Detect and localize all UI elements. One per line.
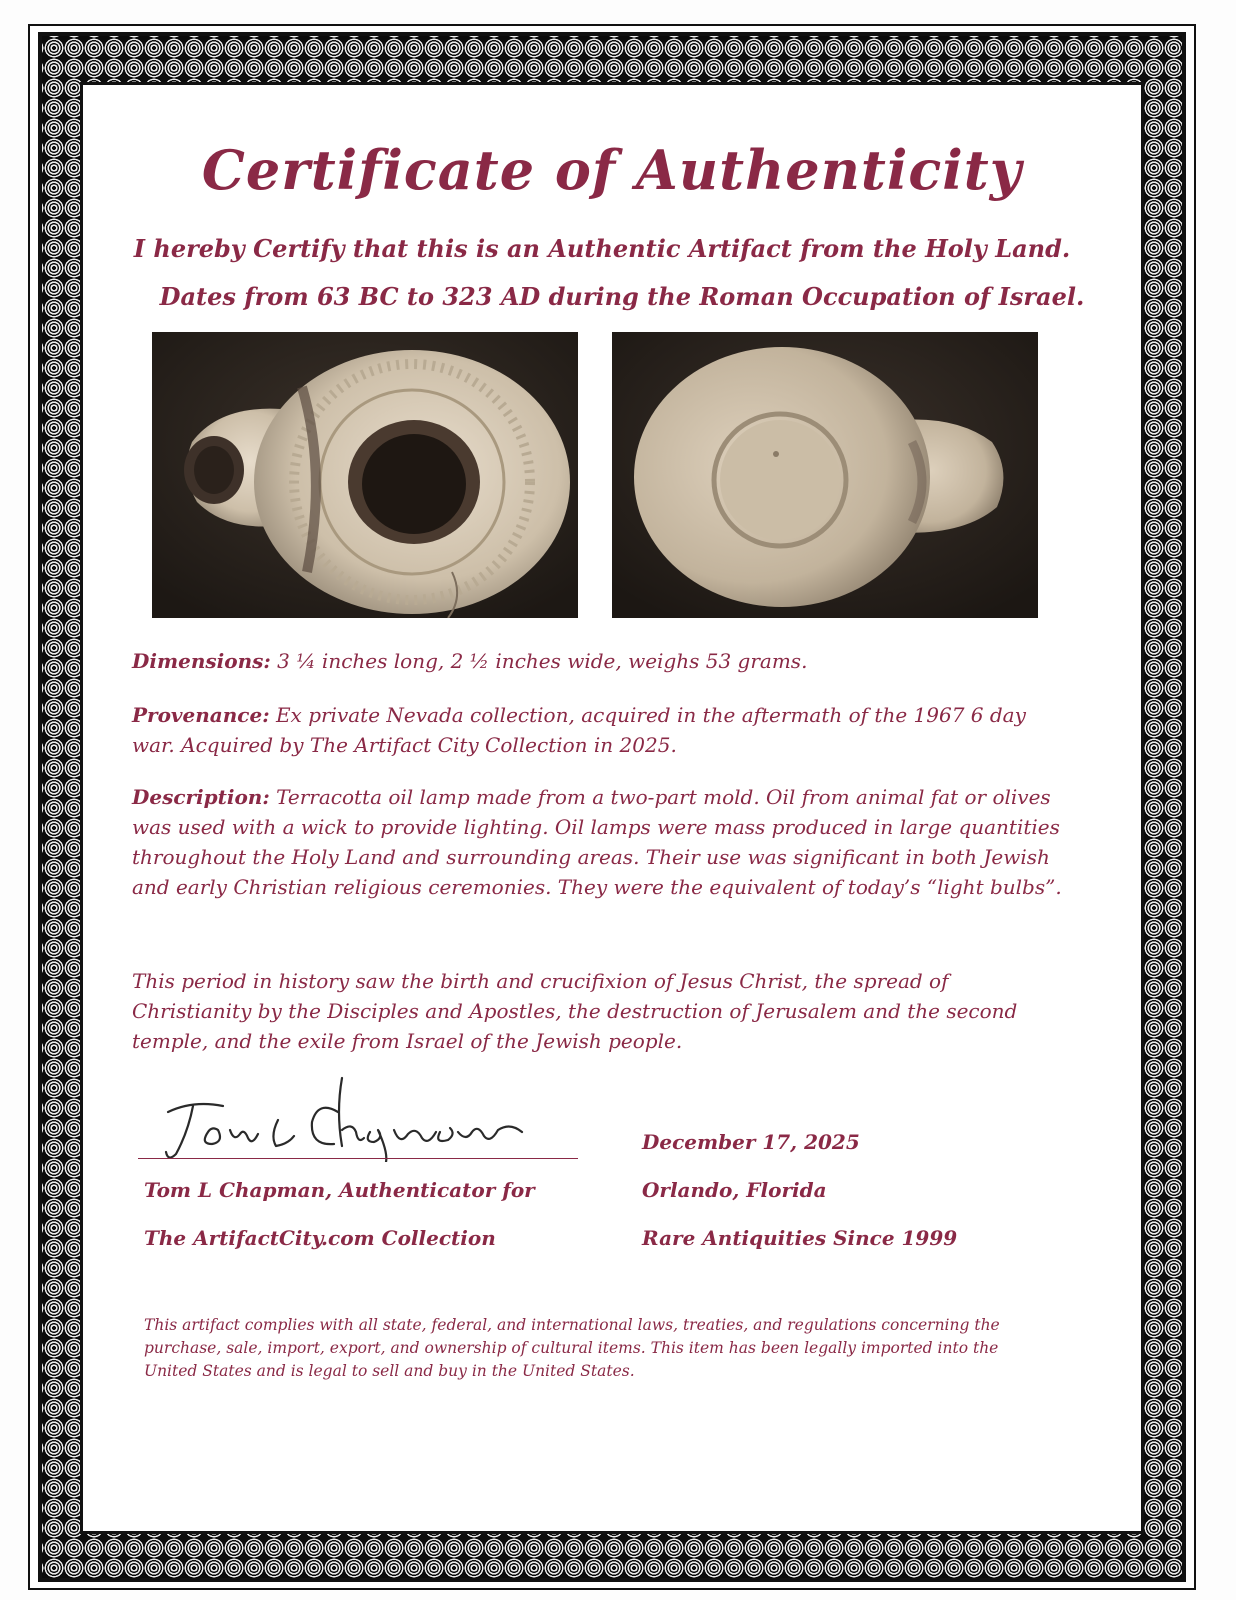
collection-name: The ArtifactCity.com Collection	[144, 1226, 496, 1250]
company-tagline: Rare Antiquities Since 1999	[642, 1226, 958, 1250]
certificate-date: December 17, 2025	[642, 1130, 860, 1154]
legal-compliance-text: This artifact complies with all state, federal, and international laws, treaties, and regulations concerning the purchase, sale, import, export, and ownership of cultural items. This item has been legally imported into the United States and is legal to sell and buy in the United States.	[144, 1316, 1000, 1380]
provenance-text: Ex private Nevada collection, acquired in the aftermath of the 1967 6 day war. Acquired by The Artifact City Collection in 2025.	[132, 703, 1026, 757]
dimensions-label: Dimensions:	[132, 649, 271, 673]
oil-lamp-top-photo	[152, 332, 578, 618]
certification-statement: I hereby Certify that this is an Authentic Artifact from the Holy Land.	[133, 234, 1071, 263]
description-paragraph	[132, 782, 1072, 902]
provenance-paragraph	[132, 700, 1072, 760]
oil-lamp-bottom-photo	[612, 332, 1038, 618]
signature-icon	[138, 1072, 578, 1162]
signature-line	[138, 1158, 578, 1159]
handwritten-signature	[138, 1072, 578, 1162]
history-paragraph: This period in history saw the birth and crucifixion of Jesus Christ, the spread of Christianity by the Disciples and Apostles, the destruction of Jerusalem and the second temple, and the exile from Israel of the Jewish people.	[132, 969, 1018, 1053]
certificate-location: Orlando, Florida	[642, 1178, 827, 1202]
oil-lamp-top-view-icon	[152, 332, 578, 618]
description-text: Terracotta oil lamp made from a two-part mold. Oil from animal fat or olives was used with a wick to provide lighting. Oil lamps were mass produced in large quantities throughout the Holy Land and surrounding areas. Their use was significant in both Jewish and early Christian religious ceremonies. They were the equivalent of today’s “light bulbs”.	[132, 785, 1062, 899]
dimensions-text: 3 ¼ inches long, 2 ½ inches wide, weighs 53 grams.	[277, 649, 808, 673]
provenance-label: Provenance:	[132, 703, 270, 727]
description-label: Description:	[132, 785, 270, 809]
authenticator-name: Tom L Chapman, Authenticator for	[144, 1178, 535, 1202]
date-range-statement: Dates from 63 BC to 323 AD during the Roman Occupation of Israel.	[159, 282, 1085, 311]
certificate-title: Certificate of Authenticity	[201, 138, 1023, 202]
certificate-body	[94, 96, 1130, 1520]
dimensions-paragraph	[132, 646, 1072, 676]
oil-lamp-bottom-view-icon	[612, 332, 1038, 618]
